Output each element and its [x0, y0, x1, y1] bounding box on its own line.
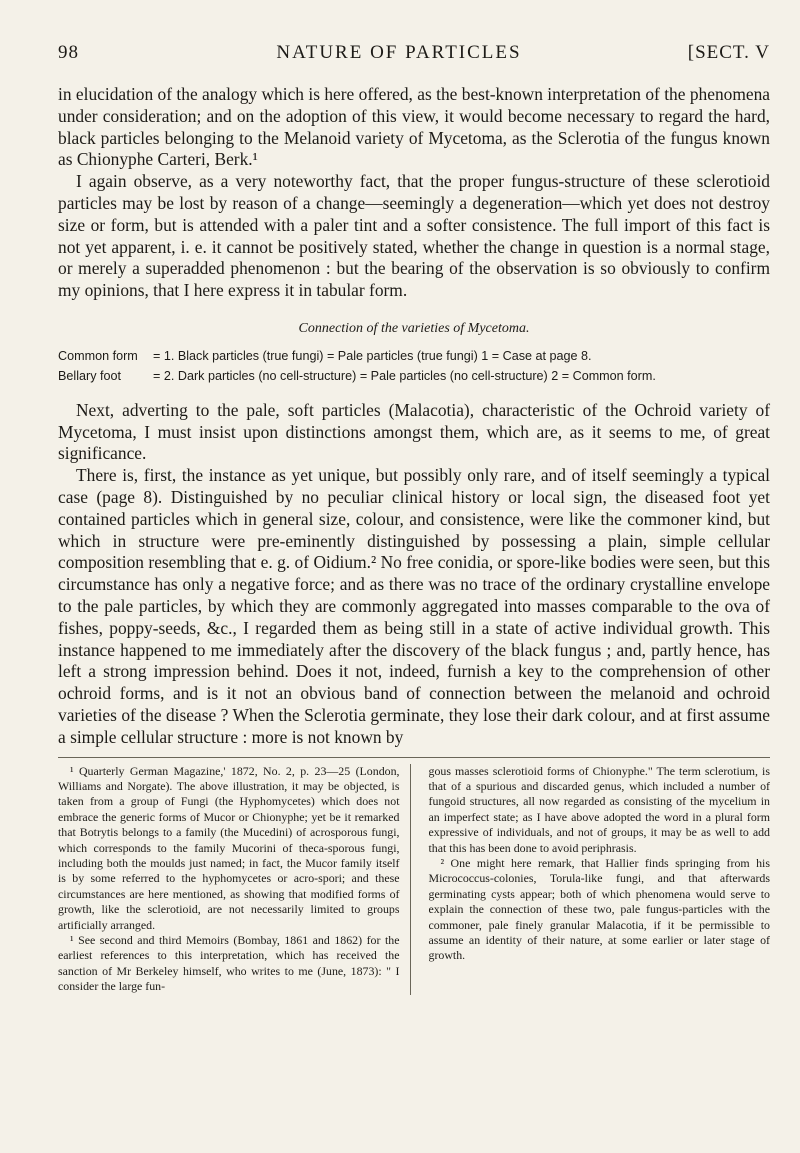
table-row — [58, 346, 770, 366]
row-text: = 1. Black particles (true fungi) = Pale particles (true fungi) 1 = Case at page 8. — [153, 348, 592, 363]
footnote-divider — [58, 757, 770, 758]
paragraph: in elucidation of the analogy which is here offered, as the best-known interpretation of the phenomena under consideration; and on the adoption of this view, it would become necessary to regard the hard, black particles belonging to the Melanoid variety of Mycetoma, as the Sclerotia of the fungus known as Chionyphe Carteri, Berk.¹ — [58, 84, 770, 170]
table-caption: Connection of the varieties of Mycetoma. — [298, 320, 530, 336]
main-text — [58, 84, 770, 749]
footnote-column-right — [429, 764, 771, 995]
section-label: [SECT. V — [687, 42, 770, 63]
footnote: ¹ Quarterly German Magazine,' 1872, No. 2, p. 23—25 (London, Williams and Norgate). The above illustration, it may be objected, is taken from a group of Fungi (the Hyphomycetes) which does not embrace the generic forms of Mucor or Chionyphe; yet be it remarked that Botrytis belongs to a family (the Mucedini) of acrosporous fungi, which corresponds to the family Mucorini of theca-sporous fungi, including both the moulds just named; in fact, the Mucor family itself is by some referred to the hyphomycetes or acro-spori; and these circumstances are here mentioned, as showing that modified forms of growth, like the sclerotioid, are not necessarily limited to groups artificially arranged. — [58, 763, 400, 932]
footnote-column-left — [58, 764, 411, 995]
row-label: Common form — [58, 348, 138, 363]
footnotes — [58, 764, 770, 995]
table-row — [58, 366, 770, 386]
connection-table — [58, 346, 770, 386]
row-text: = 2. Dark particles (no cell-structure) = Pale particles (no cell-structure) 2 = Common form. — [153, 368, 656, 383]
paragraph: Next, adverting to the pale, soft particles (Malacotia), characteristic of the Ochroid variety of Mycetoma, I must insist upon distinctions amongst them, which are, as it seems to me, of great significance. — [58, 399, 770, 464]
page-number: 98 — [58, 42, 79, 63]
paragraph: There is, first, the instance as yet unique, but possibly only rare, and of itself seemingly a typical case (page 8). Distinguished by no peculiar clinical history or local sign, the diseased foot yet contained particles which in general size, colour, and consistence, were like the commoner kind, but which in structure were pre-eminently distinguished by possessing a plain, simple cellular composition resembling that e. g. of Oidium.² No free conidia, or spore-like bodies were seen, but this circumstance has only a negative force; and as there was no trace of the ordinary crystalline envelope to the pale particles, by which they are commonly aggregated into masses comparable to the ova of fishes, poppy-seeds, &c., I regarded them as being still in a state of active individual growth. This instance happened to me immediately after the discovery of the black fungus ; and, partly hence, has left a strong impression behind. Does it not, indeed, furnish a key to the comprehension of other ochroid forms, and is it not an obvious band of connection between the melanoid and ochroid varieties of the disease ? When the Sclerotia germinate, they lose their dark colour, and at first assume a simple cellular structure : more is not known by — [58, 465, 770, 747]
running-title: NATURE OF PARTICLES — [276, 42, 522, 63]
paragraph: I again observe, as a very noteworthy fact, that the proper fungus-structure of these sclerotioid particles may be lost by reason of a change—seemingly a degeneration—which yet does not destroy size or form, but is attended with a paler tint and a softer consistence. The full import of this fact is not yet apparent, i. e. it cannot be positively stated, whether the change in question is a normal stage, or merely a superadded phenomenon : but the bearing of the observation is so obviously to confirm my opinions, that I here express it in tabular form. — [58, 171, 770, 301]
row-label: Bellary foot — [58, 368, 121, 383]
running-header — [58, 42, 770, 72]
footnote: ¹ See second and third Memoirs (Bombay, 1861 and 1862) for the earliest references to this interpretation, which has received the sanction of Mr Berkeley himself, who writes to me (June, 1873): " I consider the large fun- — [58, 932, 400, 994]
footnote: ² One might here remark, that Hallier finds springing from his Micrococcus-colonies, Torula-like fungi, and that afterwards germinating cysts appear; both of which phenomena would serve to explain the connection of these two, pale fungus-particles with the commoner, pale finely granular Malacotia, if it be permissible to assume an identity of their nature, at some earlier or later stage of growth. — [428, 855, 770, 963]
book-page — [58, 42, 770, 995]
footnote: gous masses sclerotioid forms of Chionyphe." The term sclerotium, is that of a spurious and discarded genus, which included a number of fungoid structures, all now regarded as consisting of the mycelium in an imperfect state; as I have above adopted the word in a plural form expressive of individuals, and not of groups, it may be as well to add that this has been done to avoid periphrasis. — [428, 763, 770, 855]
